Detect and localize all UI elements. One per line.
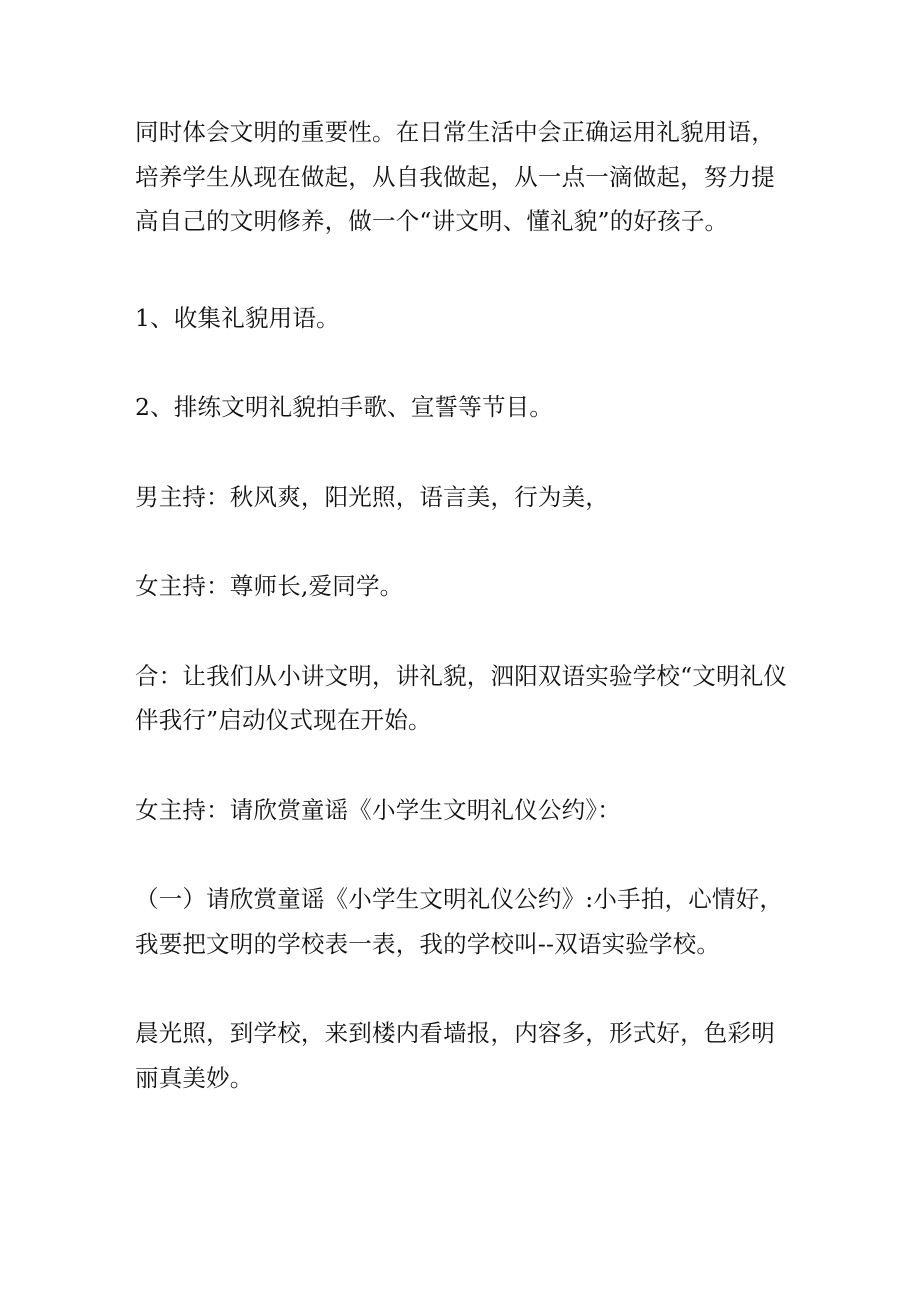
paragraph-item-1: 1、收集礼貌用语。 <box>135 303 340 332</box>
paragraph-item-2: 2、排练文明礼貌拍手歌、宣誓等节目。 <box>135 393 554 421</box>
paragraph-together: 合：让我们从小讲文明，讲礼貌，泗阳双语实验学校“文明礼仪伴我行”启动仪式现在开始。 <box>135 661 788 734</box>
paragraph-female-host-2: 女主持：请欣赏童谣《小学生文明礼仪公约》： <box>135 795 621 824</box>
paragraph-intro: 同时体会文明的重要性。在日常生活中会正确运用礼貌用语，培养学生从现在做起，从自我做起，从一点一滴做起，努力提高自己的文明修养，做一个“讲文明、懂礼貌”的好孩子。 <box>135 118 775 235</box>
paragraph-male-host: 男主持：秋风爽，阳光照，语言美，行为美， <box>135 482 609 511</box>
paragraph-morning: 晨光照，到学校，来到楼内看墙报，内容多，形式好，色彩明丽真美妙。 <box>135 1019 775 1092</box>
paragraph-female-host: 女主持：尊师长,爱同学。 <box>135 572 404 600</box>
document-body <box>135 110 795 1100</box>
paragraph-section-one: （一）请欣赏童谣《小学生文明礼仪公约》:小手拍，心情好，我要把文明的学校表一表，我的学校叫--双语实验学校。 <box>135 885 784 958</box>
